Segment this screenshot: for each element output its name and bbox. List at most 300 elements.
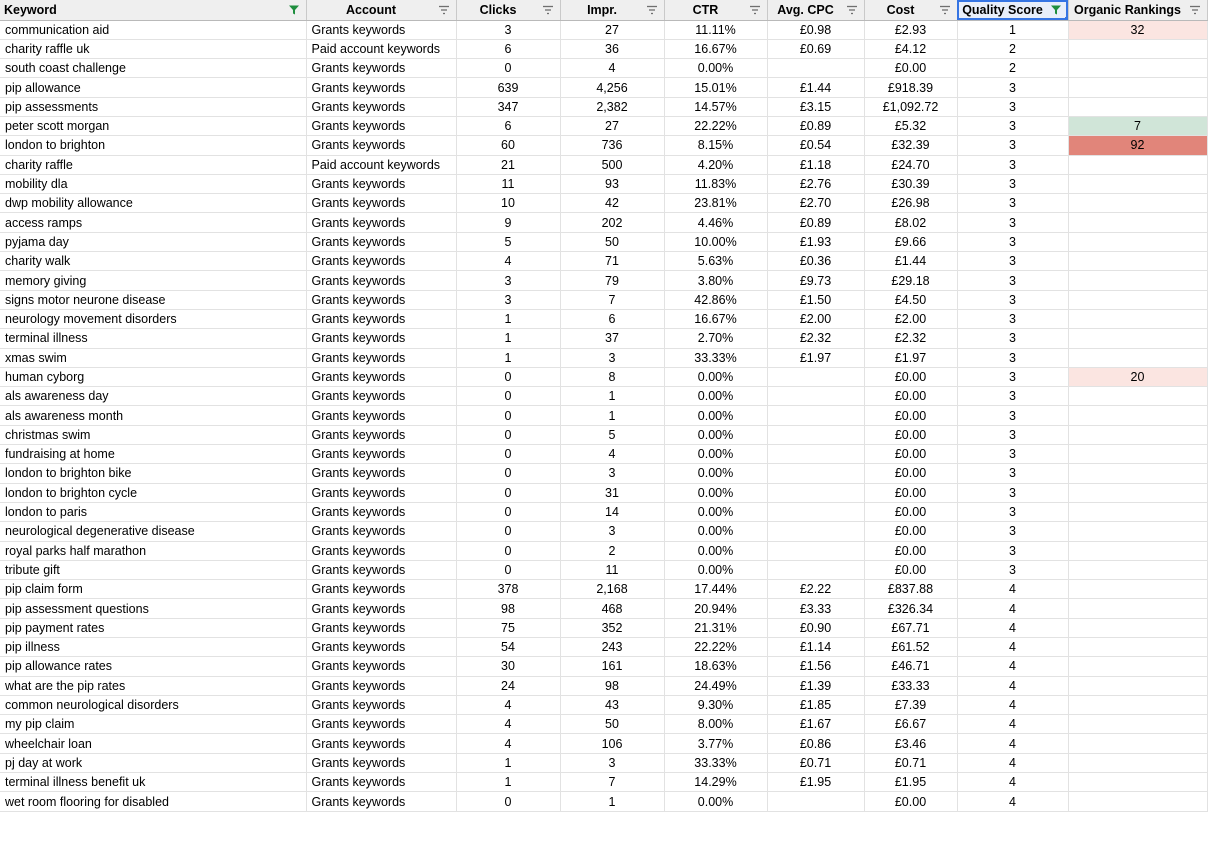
cell-quality-score[interactable]: 3 (957, 387, 1068, 406)
cell-ctr[interactable]: 3.77% (664, 734, 767, 753)
cell-quality-score[interactable]: 3 (957, 406, 1068, 425)
cell-ctr[interactable]: 10.00% (664, 232, 767, 251)
cell-organic-ranking[interactable] (1068, 387, 1207, 406)
cell-avg-cpc[interactable]: £2.70 (767, 194, 864, 213)
cell-avg-cpc[interactable] (767, 59, 864, 78)
cell-impressions[interactable]: 27 (560, 116, 664, 135)
cell-impressions[interactable]: 43 (560, 695, 664, 714)
cell-cost[interactable]: £5.32 (864, 116, 957, 135)
cell-account[interactable]: Grants keywords (306, 406, 456, 425)
cell-keyword[interactable]: london to brighton (0, 136, 306, 155)
cell-organic-ranking[interactable]: 32 (1068, 20, 1207, 39)
cell-clicks[interactable]: 60 (456, 136, 560, 155)
cell-organic-ranking[interactable] (1068, 232, 1207, 251)
cell-organic-ranking[interactable] (1068, 657, 1207, 676)
cell-keyword[interactable]: charity raffle (0, 155, 306, 174)
cell-quality-score[interactable]: 3 (957, 560, 1068, 579)
cell-ctr[interactable]: 8.00% (664, 715, 767, 734)
cell-organic-ranking[interactable] (1068, 271, 1207, 290)
cell-quality-score[interactable]: 3 (957, 78, 1068, 97)
cell-avg-cpc[interactable] (767, 425, 864, 444)
cell-account[interactable]: Grants keywords (306, 290, 456, 309)
cell-impressions[interactable]: 93 (560, 174, 664, 193)
cell-clicks[interactable]: 0 (456, 483, 560, 502)
cell-quality-score[interactable]: 4 (957, 599, 1068, 618)
cell-clicks[interactable]: 5 (456, 232, 560, 251)
cell-account[interactable]: Grants keywords (306, 560, 456, 579)
cell-avg-cpc[interactable]: £1.14 (767, 638, 864, 657)
cell-avg-cpc[interactable]: £1.67 (767, 715, 864, 734)
cell-ctr[interactable]: 16.67% (664, 39, 767, 58)
cell-cost[interactable]: £0.00 (864, 541, 957, 560)
cell-keyword[interactable]: south coast challenge (0, 59, 306, 78)
cell-impressions[interactable]: 8 (560, 367, 664, 386)
cell-cost[interactable]: £0.00 (864, 59, 957, 78)
cell-ctr[interactable]: 0.00% (664, 502, 767, 521)
cell-impressions[interactable]: 5 (560, 425, 664, 444)
cell-cost[interactable]: £0.00 (864, 387, 957, 406)
cell-clicks[interactable]: 0 (456, 522, 560, 541)
cell-account[interactable]: Grants keywords (306, 695, 456, 714)
cell-clicks[interactable]: 6 (456, 39, 560, 58)
cell-ctr[interactable]: 0.00% (664, 59, 767, 78)
cell-keyword[interactable]: access ramps (0, 213, 306, 232)
cell-clicks[interactable]: 0 (456, 425, 560, 444)
cell-ctr[interactable]: 23.81% (664, 194, 767, 213)
filter-icon[interactable] (939, 4, 951, 16)
cell-quality-score[interactable]: 4 (957, 638, 1068, 657)
cell-organic-ranking[interactable] (1068, 753, 1207, 772)
cell-impressions[interactable]: 243 (560, 638, 664, 657)
cell-account[interactable]: Grants keywords (306, 676, 456, 695)
cell-avg-cpc[interactable]: £0.86 (767, 734, 864, 753)
cell-account[interactable]: Grants keywords (306, 271, 456, 290)
cell-cost[interactable]: £61.52 (864, 638, 957, 657)
cell-impressions[interactable]: 42 (560, 194, 664, 213)
cell-keyword[interactable]: terminal illness (0, 329, 306, 348)
cell-organic-ranking[interactable] (1068, 715, 1207, 734)
cell-keyword[interactable]: london to paris (0, 502, 306, 521)
cell-impressions[interactable]: 2,382 (560, 97, 664, 116)
cell-avg-cpc[interactable]: £1.18 (767, 155, 864, 174)
filter-icon[interactable] (846, 4, 858, 16)
cell-quality-score[interactable]: 3 (957, 522, 1068, 541)
cell-ctr[interactable]: 0.00% (664, 464, 767, 483)
cell-keyword[interactable]: pip payment rates (0, 618, 306, 637)
cell-cost[interactable]: £8.02 (864, 213, 957, 232)
cell-keyword[interactable]: london to brighton cycle (0, 483, 306, 502)
cell-cost[interactable]: £2.32 (864, 329, 957, 348)
cell-keyword[interactable]: tribute gift (0, 560, 306, 579)
cell-impressions[interactable]: 50 (560, 232, 664, 251)
cell-quality-score[interactable]: 4 (957, 773, 1068, 792)
cell-ctr[interactable]: 18.63% (664, 657, 767, 676)
cell-avg-cpc[interactable]: £1.95 (767, 773, 864, 792)
cell-keyword[interactable]: wet room flooring for disabled (0, 792, 306, 811)
cell-quality-score[interactable]: 3 (957, 445, 1068, 464)
cell-account[interactable]: Grants keywords (306, 580, 456, 599)
cell-ctr[interactable]: 42.86% (664, 290, 767, 309)
cell-avg-cpc[interactable] (767, 406, 864, 425)
cell-account[interactable]: Grants keywords (306, 715, 456, 734)
cell-quality-score[interactable]: 3 (957, 367, 1068, 386)
column-header-account[interactable] (306, 0, 456, 20)
cell-impressions[interactable]: 161 (560, 657, 664, 676)
cell-cost[interactable]: £1.44 (864, 252, 957, 271)
cell-clicks[interactable]: 6 (456, 116, 560, 135)
cell-impressions[interactable]: 202 (560, 213, 664, 232)
cell-impressions[interactable]: 31 (560, 483, 664, 502)
cell-account[interactable]: Grants keywords (306, 638, 456, 657)
cell-keyword[interactable]: common neurological disorders (0, 695, 306, 714)
cell-cost[interactable]: £0.00 (864, 560, 957, 579)
column-header-avg-cpc[interactable] (767, 0, 864, 20)
cell-avg-cpc[interactable]: £3.33 (767, 599, 864, 618)
cell-avg-cpc[interactable]: £0.54 (767, 136, 864, 155)
cell-account[interactable]: Grants keywords (306, 309, 456, 328)
cell-ctr[interactable]: 4.46% (664, 213, 767, 232)
cell-keyword[interactable]: my pip claim (0, 715, 306, 734)
column-header-keyword[interactable] (0, 0, 306, 20)
cell-clicks[interactable]: 0 (456, 406, 560, 425)
cell-quality-score[interactable]: 3 (957, 541, 1068, 560)
cell-quality-score[interactable]: 3 (957, 329, 1068, 348)
cell-quality-score[interactable]: 3 (957, 232, 1068, 251)
cell-quality-score[interactable]: 3 (957, 213, 1068, 232)
cell-account[interactable]: Grants keywords (306, 425, 456, 444)
cell-keyword[interactable]: charity walk (0, 252, 306, 271)
cell-organic-ranking[interactable] (1068, 39, 1207, 58)
cell-keyword[interactable]: communication aid (0, 20, 306, 39)
cell-clicks[interactable]: 0 (456, 387, 560, 406)
cell-avg-cpc[interactable] (767, 502, 864, 521)
cell-clicks[interactable]: 0 (456, 502, 560, 521)
cell-cost[interactable]: £1,092.72 (864, 97, 957, 116)
cell-cost[interactable]: £0.00 (864, 483, 957, 502)
cell-cost[interactable]: £0.00 (864, 367, 957, 386)
cell-cost[interactable]: £46.71 (864, 657, 957, 676)
cell-account[interactable]: Grants keywords (306, 329, 456, 348)
cell-clicks[interactable]: 11 (456, 174, 560, 193)
cell-account[interactable]: Grants keywords (306, 194, 456, 213)
cell-cost[interactable]: £29.18 (864, 271, 957, 290)
column-header-ctr[interactable] (664, 0, 767, 20)
cell-keyword[interactable]: xmas swim (0, 348, 306, 367)
cell-organic-ranking[interactable] (1068, 676, 1207, 695)
cell-quality-score[interactable]: 3 (957, 464, 1068, 483)
cell-ctr[interactable]: 22.22% (664, 638, 767, 657)
filter-icon[interactable] (542, 4, 554, 16)
cell-ctr[interactable]: 17.44% (664, 580, 767, 599)
cell-clicks[interactable]: 0 (456, 445, 560, 464)
cell-organic-ranking[interactable] (1068, 174, 1207, 193)
cell-clicks[interactable]: 3 (456, 290, 560, 309)
cell-ctr[interactable]: 0.00% (664, 483, 767, 502)
cell-cost[interactable]: £7.39 (864, 695, 957, 714)
cell-organic-ranking[interactable] (1068, 483, 1207, 502)
cell-keyword[interactable]: pip allowance (0, 78, 306, 97)
filter-icon[interactable] (1050, 4, 1062, 16)
cell-avg-cpc[interactable]: £1.56 (767, 657, 864, 676)
cell-ctr[interactable]: 5.63% (664, 252, 767, 271)
cell-ctr[interactable]: 21.31% (664, 618, 767, 637)
cell-account[interactable]: Grants keywords (306, 792, 456, 811)
cell-account[interactable]: Grants keywords (306, 348, 456, 367)
cell-cost[interactable]: £918.39 (864, 78, 957, 97)
cell-avg-cpc[interactable]: £1.97 (767, 348, 864, 367)
cell-ctr[interactable]: 4.20% (664, 155, 767, 174)
cell-avg-cpc[interactable]: £2.22 (767, 580, 864, 599)
cell-clicks[interactable]: 1 (456, 773, 560, 792)
cell-account[interactable]: Grants keywords (306, 502, 456, 521)
filter-icon[interactable] (288, 4, 300, 16)
cell-keyword[interactable]: mobility dla (0, 174, 306, 193)
cell-quality-score[interactable]: 4 (957, 734, 1068, 753)
cell-quality-score[interactable]: 3 (957, 174, 1068, 193)
cell-ctr[interactable]: 3.80% (664, 271, 767, 290)
cell-avg-cpc[interactable]: £0.90 (767, 618, 864, 637)
cell-avg-cpc[interactable] (767, 560, 864, 579)
cell-account[interactable]: Grants keywords (306, 252, 456, 271)
cell-clicks[interactable]: 1 (456, 329, 560, 348)
cell-organic-ranking[interactable] (1068, 560, 1207, 579)
cell-avg-cpc[interactable]: £0.69 (767, 39, 864, 58)
cell-avg-cpc[interactable] (767, 464, 864, 483)
column-header-organic-rankings[interactable] (1068, 0, 1207, 20)
cell-account[interactable]: Grants keywords (306, 387, 456, 406)
cell-account[interactable]: Grants keywords (306, 20, 456, 39)
cell-impressions[interactable]: 71 (560, 252, 664, 271)
cell-ctr[interactable]: 0.00% (664, 445, 767, 464)
cell-keyword[interactable]: memory giving (0, 271, 306, 290)
cell-organic-ranking[interactable] (1068, 309, 1207, 328)
cell-clicks[interactable]: 30 (456, 657, 560, 676)
cell-organic-ranking[interactable] (1068, 792, 1207, 811)
cell-keyword[interactable]: charity raffle uk (0, 39, 306, 58)
cell-keyword[interactable]: christmas swim (0, 425, 306, 444)
cell-cost[interactable]: £0.00 (864, 522, 957, 541)
cell-account[interactable]: Grants keywords (306, 522, 456, 541)
cell-cost[interactable]: £4.50 (864, 290, 957, 309)
cell-impressions[interactable]: 7 (560, 290, 664, 309)
cell-clicks[interactable]: 639 (456, 78, 560, 97)
cell-ctr[interactable]: 0.00% (664, 425, 767, 444)
cell-cost[interactable]: £67.71 (864, 618, 957, 637)
cell-keyword[interactable]: pip allowance rates (0, 657, 306, 676)
cell-keyword[interactable]: dwp mobility allowance (0, 194, 306, 213)
cell-impressions[interactable]: 11 (560, 560, 664, 579)
cell-organic-ranking[interactable] (1068, 502, 1207, 521)
cell-organic-ranking[interactable]: 92 (1068, 136, 1207, 155)
cell-account[interactable]: Grants keywords (306, 657, 456, 676)
cell-impressions[interactable]: 50 (560, 715, 664, 734)
cell-keyword[interactable]: human cyborg (0, 367, 306, 386)
cell-impressions[interactable]: 352 (560, 618, 664, 637)
cell-impressions[interactable]: 7 (560, 773, 664, 792)
cell-impressions[interactable]: 1 (560, 406, 664, 425)
cell-ctr[interactable]: 0.00% (664, 560, 767, 579)
cell-organic-ranking[interactable] (1068, 522, 1207, 541)
cell-organic-ranking[interactable] (1068, 194, 1207, 213)
cell-organic-ranking[interactable]: 20 (1068, 367, 1207, 386)
cell-ctr[interactable]: 0.00% (664, 367, 767, 386)
cell-cost[interactable]: £2.93 (864, 20, 957, 39)
cell-impressions[interactable]: 736 (560, 136, 664, 155)
cell-keyword[interactable]: pj day at work (0, 753, 306, 772)
cell-clicks[interactable]: 0 (456, 560, 560, 579)
cell-impressions[interactable]: 27 (560, 20, 664, 39)
cell-clicks[interactable]: 3 (456, 271, 560, 290)
cell-keyword[interactable]: als awareness month (0, 406, 306, 425)
cell-cost[interactable]: £6.67 (864, 715, 957, 734)
cell-quality-score[interactable]: 3 (957, 252, 1068, 271)
cell-avg-cpc[interactable]: £1.85 (767, 695, 864, 714)
cell-account[interactable]: Grants keywords (306, 136, 456, 155)
cell-ctr[interactable]: 33.33% (664, 753, 767, 772)
cell-clicks[interactable]: 1 (456, 348, 560, 367)
cell-quality-score[interactable]: 4 (957, 618, 1068, 637)
cell-keyword[interactable]: neurological degenerative disease (0, 522, 306, 541)
cell-account[interactable]: Grants keywords (306, 59, 456, 78)
cell-avg-cpc[interactable]: £1.39 (767, 676, 864, 695)
cell-cost[interactable]: £1.95 (864, 773, 957, 792)
cell-avg-cpc[interactable] (767, 483, 864, 502)
cell-quality-score[interactable]: 4 (957, 715, 1068, 734)
cell-quality-score[interactable]: 4 (957, 695, 1068, 714)
cell-cost[interactable]: £0.00 (864, 792, 957, 811)
cell-avg-cpc[interactable]: £2.32 (767, 329, 864, 348)
cell-quality-score[interactable]: 3 (957, 425, 1068, 444)
cell-keyword[interactable]: terminal illness benefit uk (0, 773, 306, 792)
cell-organic-ranking[interactable] (1068, 329, 1207, 348)
cell-account[interactable]: Grants keywords (306, 773, 456, 792)
cell-organic-ranking[interactable] (1068, 78, 1207, 97)
cell-cost[interactable]: £0.71 (864, 753, 957, 772)
cell-quality-score[interactable]: 3 (957, 290, 1068, 309)
cell-ctr[interactable]: 11.11% (664, 20, 767, 39)
cell-cost[interactable]: £30.39 (864, 174, 957, 193)
cell-ctr[interactable]: 33.33% (664, 348, 767, 367)
column-header-impr[interactable] (560, 0, 664, 20)
cell-clicks[interactable]: 0 (456, 367, 560, 386)
cell-organic-ranking[interactable] (1068, 464, 1207, 483)
filter-icon[interactable] (749, 4, 761, 16)
cell-clicks[interactable]: 0 (456, 541, 560, 560)
cell-quality-score[interactable]: 4 (957, 753, 1068, 772)
cell-cost[interactable]: £32.39 (864, 136, 957, 155)
cell-quality-score[interactable]: 3 (957, 502, 1068, 521)
cell-avg-cpc[interactable]: £2.00 (767, 309, 864, 328)
cell-account[interactable]: Grants keywords (306, 116, 456, 135)
cell-keyword[interactable]: pip assessment questions (0, 599, 306, 618)
cell-organic-ranking[interactable] (1068, 445, 1207, 464)
cell-quality-score[interactable]: 3 (957, 155, 1068, 174)
cell-ctr[interactable]: 14.57% (664, 97, 767, 116)
cell-organic-ranking[interactable] (1068, 638, 1207, 657)
cell-organic-ranking[interactable] (1068, 580, 1207, 599)
column-header-quality-score[interactable] (957, 0, 1068, 20)
cell-avg-cpc[interactable] (767, 367, 864, 386)
cell-avg-cpc[interactable] (767, 445, 864, 464)
column-header-clicks[interactable] (456, 0, 560, 20)
cell-avg-cpc[interactable]: £0.89 (767, 116, 864, 135)
cell-cost[interactable]: £837.88 (864, 580, 957, 599)
cell-organic-ranking[interactable] (1068, 252, 1207, 271)
cell-cost[interactable]: £4.12 (864, 39, 957, 58)
cell-account[interactable]: Grants keywords (306, 483, 456, 502)
cell-keyword[interactable]: neurology movement disorders (0, 309, 306, 328)
cell-clicks[interactable]: 0 (456, 464, 560, 483)
cell-cost[interactable]: £9.66 (864, 232, 957, 251)
cell-clicks[interactable]: 4 (456, 734, 560, 753)
cell-keyword[interactable]: pip assessments (0, 97, 306, 116)
cell-account[interactable]: Grants keywords (306, 78, 456, 97)
cell-clicks[interactable]: 347 (456, 97, 560, 116)
cell-impressions[interactable]: 14 (560, 502, 664, 521)
filter-icon[interactable] (646, 4, 658, 16)
cell-organic-ranking[interactable] (1068, 773, 1207, 792)
cell-clicks[interactable]: 0 (456, 792, 560, 811)
cell-account[interactable]: Grants keywords (306, 232, 456, 251)
cell-ctr[interactable]: 20.94% (664, 599, 767, 618)
cell-account[interactable]: Grants keywords (306, 541, 456, 560)
cell-avg-cpc[interactable]: £3.15 (767, 97, 864, 116)
cell-keyword[interactable]: pyjama day (0, 232, 306, 251)
cell-organic-ranking[interactable] (1068, 618, 1207, 637)
cell-organic-ranking[interactable] (1068, 155, 1207, 174)
cell-organic-ranking[interactable] (1068, 541, 1207, 560)
cell-clicks[interactable]: 10 (456, 194, 560, 213)
cell-impressions[interactable]: 36 (560, 39, 664, 58)
cell-cost[interactable]: £1.97 (864, 348, 957, 367)
cell-ctr[interactable]: 0.00% (664, 541, 767, 560)
cell-clicks[interactable]: 98 (456, 599, 560, 618)
cell-keyword[interactable]: fundraising at home (0, 445, 306, 464)
cell-impressions[interactable]: 2,168 (560, 580, 664, 599)
cell-impressions[interactable]: 3 (560, 522, 664, 541)
cell-keyword[interactable]: peter scott morgan (0, 116, 306, 135)
cell-ctr[interactable]: 11.83% (664, 174, 767, 193)
cell-account[interactable]: Paid account keywords (306, 39, 456, 58)
cell-avg-cpc[interactable] (767, 387, 864, 406)
cell-clicks[interactable]: 24 (456, 676, 560, 695)
cell-clicks[interactable]: 1 (456, 309, 560, 328)
cell-ctr[interactable]: 0.00% (664, 792, 767, 811)
cell-clicks[interactable]: 4 (456, 715, 560, 734)
cell-clicks[interactable]: 1 (456, 753, 560, 772)
cell-avg-cpc[interactable]: £1.50 (767, 290, 864, 309)
cell-keyword[interactable]: als awareness day (0, 387, 306, 406)
cell-quality-score[interactable]: 4 (957, 657, 1068, 676)
cell-cost[interactable]: £24.70 (864, 155, 957, 174)
cell-organic-ranking[interactable] (1068, 290, 1207, 309)
cell-avg-cpc[interactable]: £1.44 (767, 78, 864, 97)
cell-ctr[interactable]: 2.70% (664, 329, 767, 348)
cell-account[interactable]: Grants keywords (306, 464, 456, 483)
cell-ctr[interactable]: 8.15% (664, 136, 767, 155)
cell-ctr[interactable]: 0.00% (664, 406, 767, 425)
cell-impressions[interactable]: 98 (560, 676, 664, 695)
cell-quality-score[interactable]: 4 (957, 580, 1068, 599)
cell-impressions[interactable]: 6 (560, 309, 664, 328)
cell-impressions[interactable]: 3 (560, 348, 664, 367)
cell-organic-ranking[interactable]: 7 (1068, 116, 1207, 135)
cell-avg-cpc[interactable]: £0.71 (767, 753, 864, 772)
cell-clicks[interactable]: 3 (456, 20, 560, 39)
cell-impressions[interactable]: 3 (560, 753, 664, 772)
cell-avg-cpc[interactable] (767, 522, 864, 541)
cell-cost[interactable]: £0.00 (864, 406, 957, 425)
